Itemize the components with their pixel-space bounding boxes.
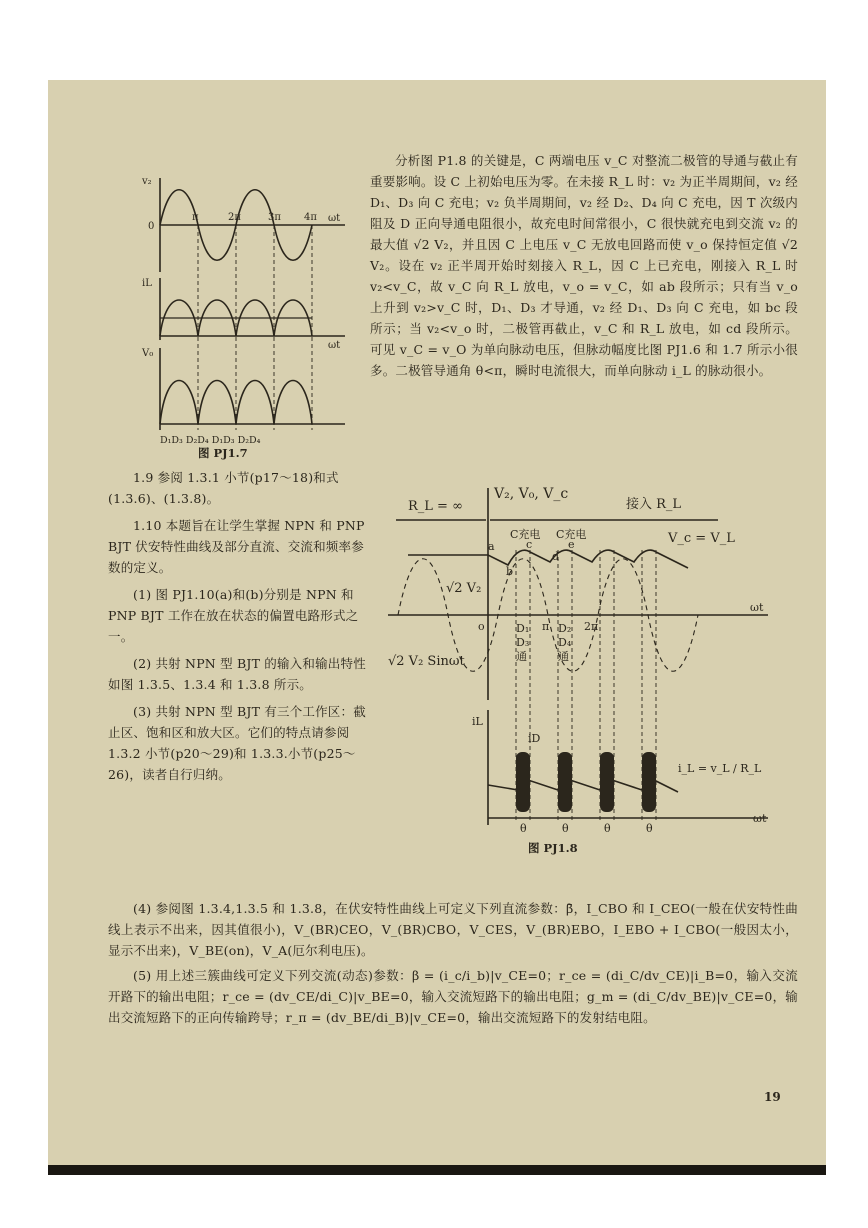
pj17-wt2: ωt: [328, 340, 341, 351]
pj18-id-pulse-3: [600, 752, 614, 812]
paragraph-item-1: (1) 图 PJ1.10(a)和(b)分别是 NPN 和 PNP BJT 工作在放在状态的偏置电路形式之一。: [108, 587, 359, 644]
pj18-d3: D₃: [516, 636, 530, 649]
pj18-sqrt2v2: √2 V₂: [446, 581, 482, 596]
pj18-vc-ripple: [408, 550, 688, 568]
pj18-id-pulse-1: [516, 752, 530, 812]
pj17-2pi: 2π: [228, 212, 241, 223]
pj18-rl-inf: R_L = ∞: [408, 499, 463, 514]
pj17-3pi: 3π: [268, 212, 281, 223]
pj18-id-pulse-2: [558, 752, 572, 812]
pj18-il-formula: i_L = v_L / R_L: [678, 762, 762, 775]
pj18-origin: o: [478, 620, 485, 633]
pj17-wt1: ωt: [328, 213, 341, 224]
pj18-pi: π: [542, 620, 550, 633]
pj18-c-charge-2: C充电: [556, 528, 587, 541]
left-column-text: [108, 467, 376, 791]
pj18-id-label: iD: [528, 732, 541, 745]
paragraph-1-10: 1.10 本题旨在让学生掌握 NPN 和 PNP BJT 伏安特性曲线及部分直流、交流和频率参数的定义。: [108, 518, 365, 575]
page-number: 19: [764, 1090, 781, 1104]
pj18-point-a: a: [488, 540, 495, 553]
pj18-theta-1: θ: [520, 822, 527, 835]
pj18-wt2: ωt: [753, 812, 767, 825]
paragraph-item-2: (2) 共射 NPN 型 BJT 的输入和输出特性如图 1.3.5、1.3.4 和 1.3.8 所示。: [108, 656, 366, 692]
paragraph-item-3: (3) 共射 NPN 型 BJT 有三个工作区：截止区、饱和区和放大区。它们的特点请参阅 1.3.2 小节(p20～29)和 1.3.3.小节(p25～26)，读者自行归纳。: [108, 704, 366, 782]
book-page: [48, 80, 826, 1175]
pj18-wt: ωt: [750, 601, 764, 614]
pj17-il-label: iL: [142, 278, 152, 289]
figure-pj1-7: [140, 168, 380, 453]
figure-pj1-8: [378, 480, 798, 835]
pj18-tong-1: 通: [516, 650, 527, 663]
pj18-theta-3: θ: [604, 822, 611, 835]
pj17-4pi: 4π: [304, 212, 317, 223]
pj17-vo-label: V₀: [142, 348, 154, 359]
pj18-point-d: d: [552, 550, 560, 563]
pj18-theta-2: θ: [562, 822, 569, 835]
pj18-d1: D₁: [516, 622, 530, 635]
paragraph-1-9: 1.9 参阅 1.3.1 小节(p17～18)和式(1.3.6)、(1.3.8)。: [108, 470, 339, 506]
pj17-origin: 0: [148, 221, 155, 232]
paragraph-item-5: (5) 用上述三簇曲线可定义下列交流(动态)参数：β = (i_c/i_b)|v_CE=0；r_ce = (di_C/dv_CE)|i_B=0，输入交流开路下的输出电阻；r_ce = (dv_CE/di_C)|v_BE=0，输入交流短路下的输出电阻；g_m = (di_C/dv_BE)|v_CE=0，输出交流短路下的正向传输跨导；r_π = (dv_BE/di_B)|v_CE=0，输出交流短路下的发射结电阻。: [108, 968, 798, 1025]
pj18-d4: D₄: [558, 636, 572, 649]
pj17-pi: π: [192, 212, 199, 223]
pj18-d2: D₂: [558, 622, 572, 635]
pj18-id-pulse-4: [642, 752, 656, 812]
pj18-caption: 图 PJ1.8: [528, 841, 578, 855]
paragraph-item-4: (4) 参阅图 1.3.4,1.3.5 和 1.3.8，在伏安特性曲线上可定义下列直流参数：β̄，I_CBO 和 I_CEO(一般在伏安特性曲线上表示不出来，因其值很小)，V_(BR)CEO，V_(BR)CBO，V_CES，V_(BR)EBO，I_EBO + I_CBO(一般因太小，显示不出来)，V_BE(on)，V_A(厄尔利电压)。: [108, 901, 798, 958]
pj18-sine-label: √2 V₂ Sinωt: [388, 654, 465, 669]
pj18-point-e: e: [568, 538, 575, 551]
pj18-tong-2: 通: [558, 650, 569, 663]
pj18-theta-4: θ: [646, 822, 653, 835]
pj18-point-c: c: [526, 538, 533, 551]
pj18-point-b: b: [506, 565, 514, 578]
pj18-il-label: iL: [472, 715, 483, 728]
pj18-vc-eq-vl: V_c = V_L: [668, 531, 735, 546]
full-width-text: [108, 898, 798, 1032]
pj17-caption: 图 PJ1.7: [198, 446, 248, 460]
pj18-c-charge-1: C充电: [510, 528, 541, 541]
pj18-connect-rl: 接入 R_L: [626, 497, 682, 512]
pj17-diodes: D₁D₃ D₂D₄ D₁D₃ D₂D₄: [160, 435, 261, 446]
pj18-axis-title: V₂, V₀, V_c: [494, 486, 569, 502]
pj17-v2-label: v₂: [142, 176, 152, 187]
analysis-paragraph: 分析图 P1.8 的关键是，C 两端电压 v_C 对整流二极管的导通与截止有重要影响。设 C 上初始电压为零。在未接 R_L 时：v₂ 为正半周期间，v₂ 经 D₁、D₃ 向 C 充电；v₂ 负半周期间，v₂ 经 D₂、D₄ 向 C 充电，因 T 次级内阻及 D 正向导通电阻很小，故充电时间常很小，C 很快就充电到交流 v₂ 的最大值 √2 V₂，并且因 C 上电压 v_C 无放电回路而使 v_o 保持恒定值 √2 V₂。设在 v₂ 正半周开始时刻接入 R_L，因 C 上已充电，刚接入 R_L 时 v₂<v_C，故 v_C 向 R_L 放电，v_o = v_C，如 ab 段所示；只有当 v_o 上升到 v₂>v_C 时，D₁、D₃ 才导通，v₂ 经 D₁、D₃ 向 C 充电，如 bc 段所示；当 v₂<v_o 时，二极管再截止，v_C 和 R_L 放电，如 cd 段所示。可见 v_C = v_O 为单向脉动电压，但脉动幅度比图 PJ1.6 和 1.7 所示小很多。二极管导通角 θ<π，瞬时电流很大，而单向脉动 i_L 的脉动很小。: [370, 153, 798, 378]
pj18-2pi: 2π: [584, 620, 599, 633]
